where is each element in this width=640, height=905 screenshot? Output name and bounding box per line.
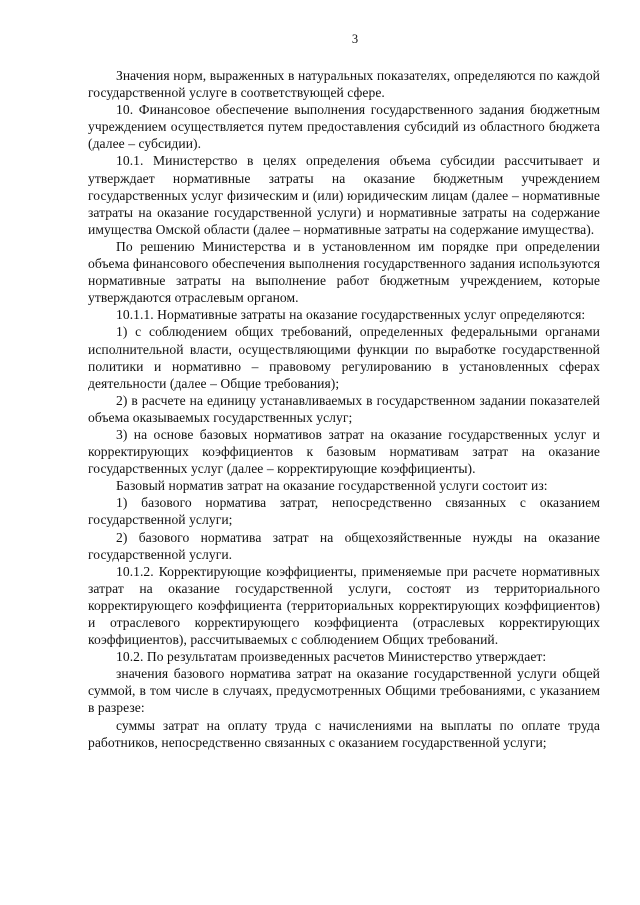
paragraph-2: 10. Финансовое обеспечение выполнения государственного задания бюджетным учреждением осуществляется путем предоставления субсидий из областного бюджета (далее – субсидии). bbox=[88, 102, 600, 152]
paragraph-11: 2) базового норматива затрат на общехозяйственные нужды на оказание государственной услуги. bbox=[88, 529, 600, 562]
paragraph-13: 10.2. По результатам произведенных расчетов Министерство утверждает: bbox=[116, 649, 547, 665]
paragraph-10: 1) базового норматива затрат, непосредственно связанных с оказанием государственной услуги; bbox=[88, 495, 600, 528]
paragraph-9: Базовый норматив затрат на оказание государственной услуги состоит из: bbox=[116, 478, 548, 494]
paragraph-7: 2) в расчете на единицу устанавливаемых в государственном задании показателей объема оказываемых государственных услуг; bbox=[88, 392, 600, 425]
paragraph-8: 3) на основе базовых нормативов затрат на оказание государственных услуг и корректирующих коэффициентов к базовым нормативам затрат на оказание государственных услуг (далее – корректирующие коэффициенты). bbox=[88, 426, 600, 477]
paragraph-1: Значения норм, выраженных в натуральных показателях, определяются по каждой государственной услуге в соответствующей сфере. bbox=[88, 68, 600, 101]
paragraph-15: суммы затрат на оплату труда с начислениями на выплаты по оплате труда работников, непосредственно связанных с оказанием государственной услуги; bbox=[88, 717, 600, 750]
paragraph-4: По решению Министерства и в установленном им порядке при определении объема финансового обеспечения выполнения государственного задания используются нормативные затраты на выполнение работ бюджетным учреждением, которые утверждаются отраслевым органом. bbox=[88, 238, 600, 306]
paragraph-12: 10.1.2. Корректирующие коэффициенты, применяемые при расчете нормативных затрат на оказание государственной услуги, состоят из территориального корректирующего коэффициента (территориальных корректирующих коэффициентов) и отраслевого корректирующего коэффициента (отраслевых корректирующих коэффициентов), рассчитываемых с соблюдением Общих требований. bbox=[88, 563, 600, 648]
paragraph-6: 1) с соблюдением общих требований, определенных федеральными органами исполнительной власти, осуществляющими функции по выработке государственной политики и нормативно – правовому регулированию в установленных сферах деятельности (далее – Общие требования); bbox=[88, 324, 600, 391]
paragraph-3: 10.1. Министерство в целях определения объема субсидии рассчитывает и утверждает нормативные затраты на оказание бюджетным учреждением государственных услуг физическим и (или) юридическим лицам (далее – нормативные затраты на оказание государственной услуги) и нормативные затраты на содержание имущества Омской области (далее – нормативные затраты на содержание имущества). bbox=[88, 153, 600, 237]
paragraph-14: значения базового норматива затрат на оказание государственной услуги общей суммой, в том числе в случаях, предусмотренных Общими требованиями, с указанием в разрезе: bbox=[88, 666, 600, 716]
paragraph-5: 10.1.1. Нормативные затраты на оказание государственных услуг определяются: bbox=[116, 307, 586, 323]
page-number: 3 bbox=[351, 32, 359, 46]
